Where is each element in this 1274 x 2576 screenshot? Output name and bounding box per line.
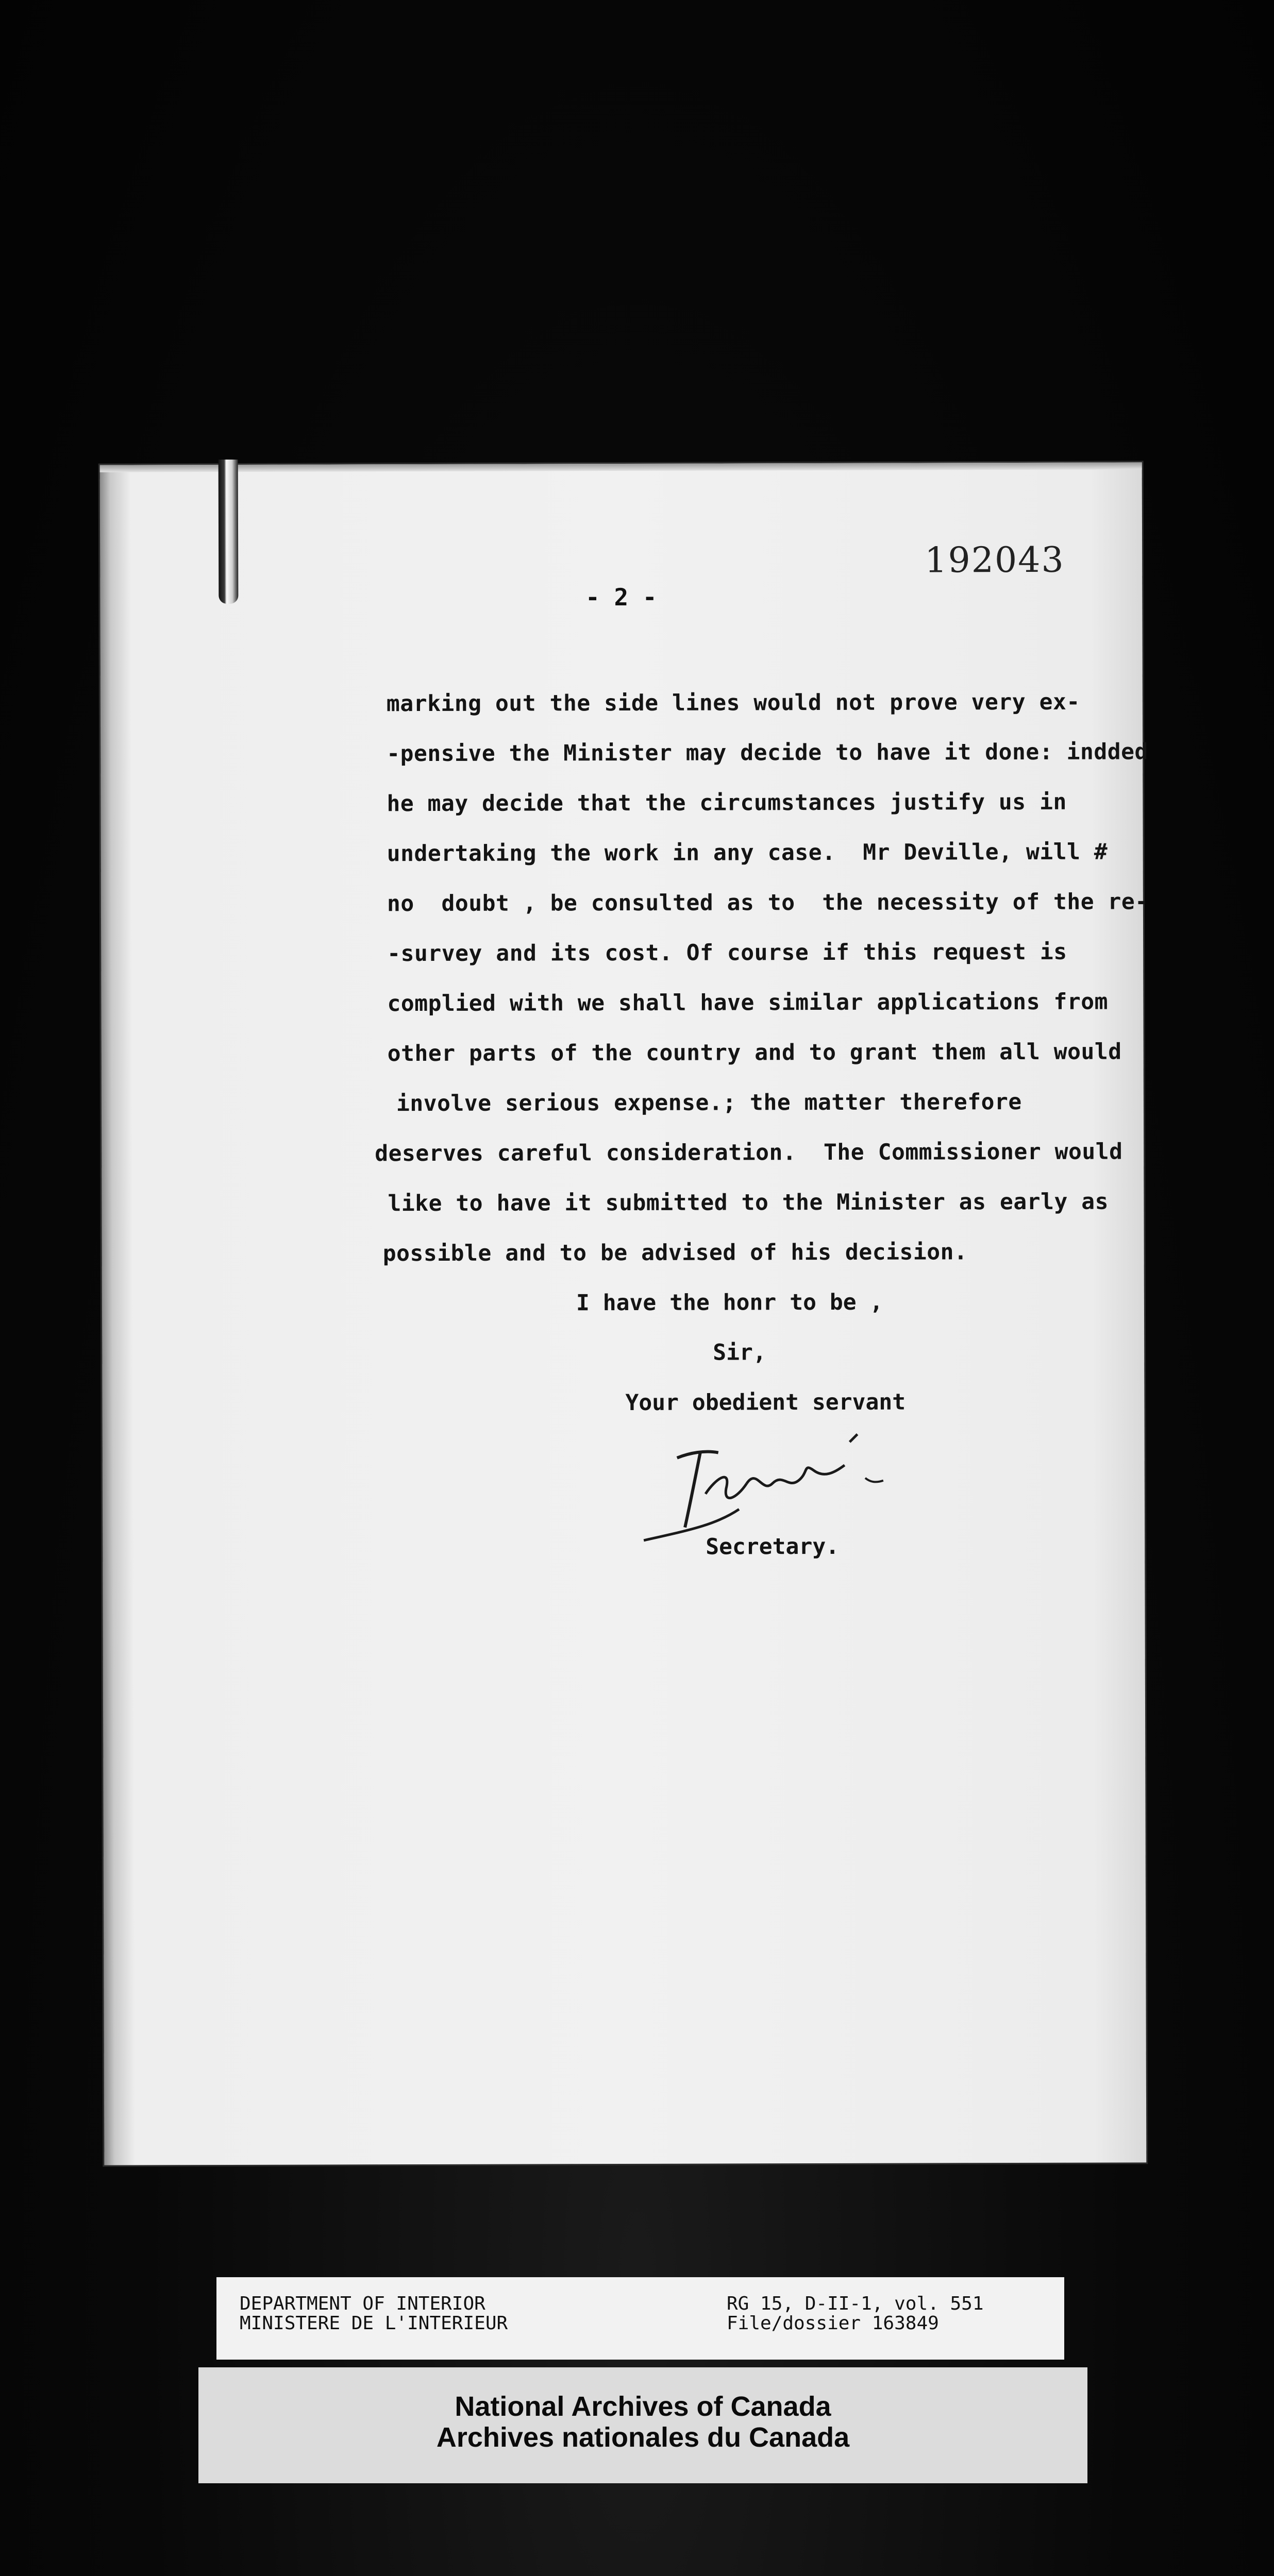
body-line: marking out the side lines would not prove very ex- <box>386 689 1080 717</box>
signature-title: Secretary. <box>706 1533 840 1560</box>
file-reference: File/dossier 163849 <box>727 2313 939 2334</box>
body-line: -pensive the Minister may decide to have it done: indded <box>387 739 1148 767</box>
document-page <box>100 462 1147 2165</box>
body-line: -survey and its cost. Of course if this request is <box>387 939 1067 967</box>
record-group-reference: RG 15, D-II-1, vol. 551 <box>727 2293 984 2314</box>
archive-name-en: National Archives of Canada <box>455 2391 831 2422</box>
department-en: DEPARTMENT OF INTERIOR <box>240 2293 485 2314</box>
body-line: undertaking the work in any case. Mr Deville, will # <box>387 839 1108 867</box>
closing-line: Your obedient servant <box>625 1389 906 1416</box>
body-line: possible and to be advised of his decision. <box>382 1239 968 1267</box>
body-line: involve serious expense.; the matter therefore <box>396 1089 1022 1117</box>
page-number: - 2 - <box>585 583 657 612</box>
closing-salutation: Sir, <box>713 1340 766 1366</box>
department-fr: MINISTERE DE L'INTERIEUR <box>240 2313 508 2334</box>
archive-name-fr: Archives nationales du Canada <box>436 2422 850 2453</box>
body-line: other parts of the country and to grant them all would <box>387 1039 1122 1067</box>
body-line: like to have it submitted to the Minister as early as <box>388 1189 1109 1217</box>
document-number: 192043 <box>925 539 1065 581</box>
closing-line: I have the honr to be , <box>576 1289 883 1316</box>
archive-reference-label <box>216 2277 1064 2360</box>
body-line: no doubt , be consulted as to the necessity of the re- <box>387 889 1149 917</box>
body-line: he may decide that the circumstances justify us in <box>387 789 1067 817</box>
body-line: complied with we shall have similar applications from <box>387 989 1109 1017</box>
body-line: deserves careful consideration. The Commissioner would <box>375 1139 1123 1167</box>
archive-banner <box>198 2367 1087 2483</box>
staple-mark <box>219 460 239 604</box>
